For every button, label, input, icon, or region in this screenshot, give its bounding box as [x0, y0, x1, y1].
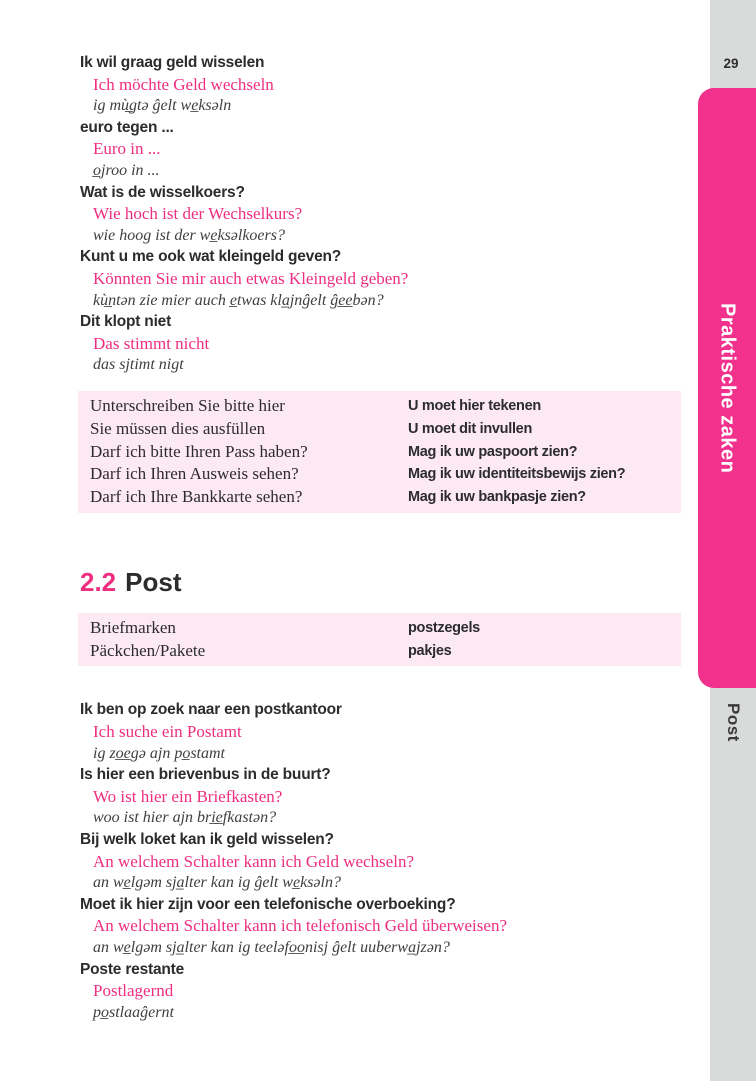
phrase-dutch: Ik ben op zoek naar een postkantoor [80, 701, 342, 719]
phrase-dutch: Bij welk loket kan ik geld wisselen? [80, 831, 334, 849]
chapter-tab [698, 88, 756, 688]
phrase-phonetic: wie hoog ist der we̲ksəlkoers? [93, 226, 285, 244]
phrase-phonetic: an we̲lgəm sja̲lter kan ig ĝelt we̲ksəln? [93, 874, 341, 892]
phrase-phonetic: woo ist hier ajn bri̲e̲fkastən? [93, 809, 277, 827]
table-row [90, 395, 681, 418]
phrase-german: Euro in ... [93, 139, 161, 159]
phrase-dutch: Ik wil graag geld wisselen [80, 54, 265, 71]
table-cell-dutch: Mag ik uw identiteitsbewijs zien? [408, 466, 626, 483]
phrase-dutch: Moet ik hier zijn voor een telefonische overboeking? [80, 895, 456, 913]
phrase-list-money [80, 52, 690, 376]
phrase-group [80, 52, 690, 117]
table-cell-dutch: postzegels [408, 619, 480, 636]
sidebar-section-label: Post [724, 703, 743, 742]
phrase-group [80, 894, 690, 959]
table-cell-dutch: U moet hier tekenen [408, 397, 541, 414]
phrase-group [80, 959, 690, 1024]
phrase-phonetic: ig mù̲gtə ĝelt we̲ksəln [93, 97, 232, 115]
phrase-german: Wo ist hier ein Briefkasten? [93, 786, 283, 806]
table-cell-german: Sie müssen dies ausfüllen [90, 418, 266, 438]
phrase-phonetic: kù̲ntən zie mier auch e̲twas kla̲jnĝelt ĝe̲e̲bən? [93, 291, 384, 309]
phrase-group [80, 246, 690, 311]
table-cell-german: Briefmarken [90, 617, 176, 637]
phrase-dutch: Dit klopt niet [80, 313, 172, 331]
table-cell-dutch: Mag ik uw bankpasje zien? [408, 489, 586, 506]
phrase-phonetic: ig zo̲e̲gə ajn po̲stamt [93, 744, 225, 762]
phrase-table-bank [78, 391, 681, 513]
phrase-dutch: Is hier een brievenbus in de buurt? [80, 766, 331, 784]
phrase-dutch: Wat is de wisselkoers? [80, 183, 245, 201]
table-row [90, 418, 681, 441]
table-cell-dutch: U moet dit invullen [408, 420, 533, 437]
table-cell-dutch: Mag ik uw paspoort zien? [408, 443, 578, 460]
phrase-group [80, 182, 690, 247]
phrase-phonetic: o̲jroo in ... [93, 161, 160, 179]
table-row [90, 486, 681, 509]
table-cell-german: Unterschreiben Sie bitte hier [90, 395, 285, 415]
phrase-group [80, 311, 690, 376]
phrase-german: Ich möchte Geld wechseln [93, 74, 274, 94]
phrase-group [80, 829, 690, 894]
phrase-table-post [78, 613, 681, 667]
sidebar-section [710, 703, 756, 742]
table-cell-german: Darf ich Ihre Bankkarte sehen? [90, 487, 303, 507]
table-row [90, 463, 681, 486]
table-row [90, 441, 681, 464]
table-row [90, 640, 681, 663]
phrase-list-post [80, 699, 690, 1023]
phrase-german: Wie hoch ist der Wechselkurs? [93, 204, 303, 224]
phrase-german: Ich suche ein Postamt [93, 722, 242, 742]
page-number: 29 [723, 56, 739, 71]
phrase-german: An welchem Schalter kann ich Geld wechseln? [93, 851, 414, 871]
section-number: 2.2 [80, 566, 117, 597]
chapter-tab-label: Praktische zaken [716, 302, 739, 474]
phrase-phonetic: an we̲lgəm sja̲lter kan ig teeləfo̲o̲nisj ĝelt uuberwa̲jzən? [93, 939, 450, 957]
table-cell-german: Darf ich bitte Ihren Pass haben? [90, 441, 308, 461]
section-heading [80, 567, 690, 597]
phrase-german: Postlagernd [93, 981, 174, 1001]
section-title: Post [125, 566, 182, 597]
table-row [90, 617, 681, 640]
phrase-group [80, 117, 690, 182]
phrase-german: An welchem Schalter kann ich telefonisch Geld überweisen? [93, 916, 507, 936]
table-cell-german: Darf ich Ihren Ausweis sehen? [90, 464, 299, 484]
phrase-phonetic: po̲stlaaĝernt [93, 1003, 174, 1021]
phrase-group [80, 764, 690, 829]
phrase-german: Das stimmt nicht [93, 333, 210, 353]
table-cell-dutch: pakjes [408, 642, 452, 659]
phrase-group [80, 699, 690, 764]
phrase-dutch: Poste restante [80, 960, 185, 978]
phrase-dutch: Kunt u me ook wat kleingeld geven? [80, 248, 342, 266]
phrase-dutch: euro tegen ... [80, 118, 174, 136]
table-cell-german: Päckchen/Pakete [90, 640, 206, 660]
phrase-phonetic: das sjtimt nigt [93, 356, 184, 374]
phrase-german: Könnten Sie mir auch etwas Kleingeld geben? [93, 268, 409, 288]
